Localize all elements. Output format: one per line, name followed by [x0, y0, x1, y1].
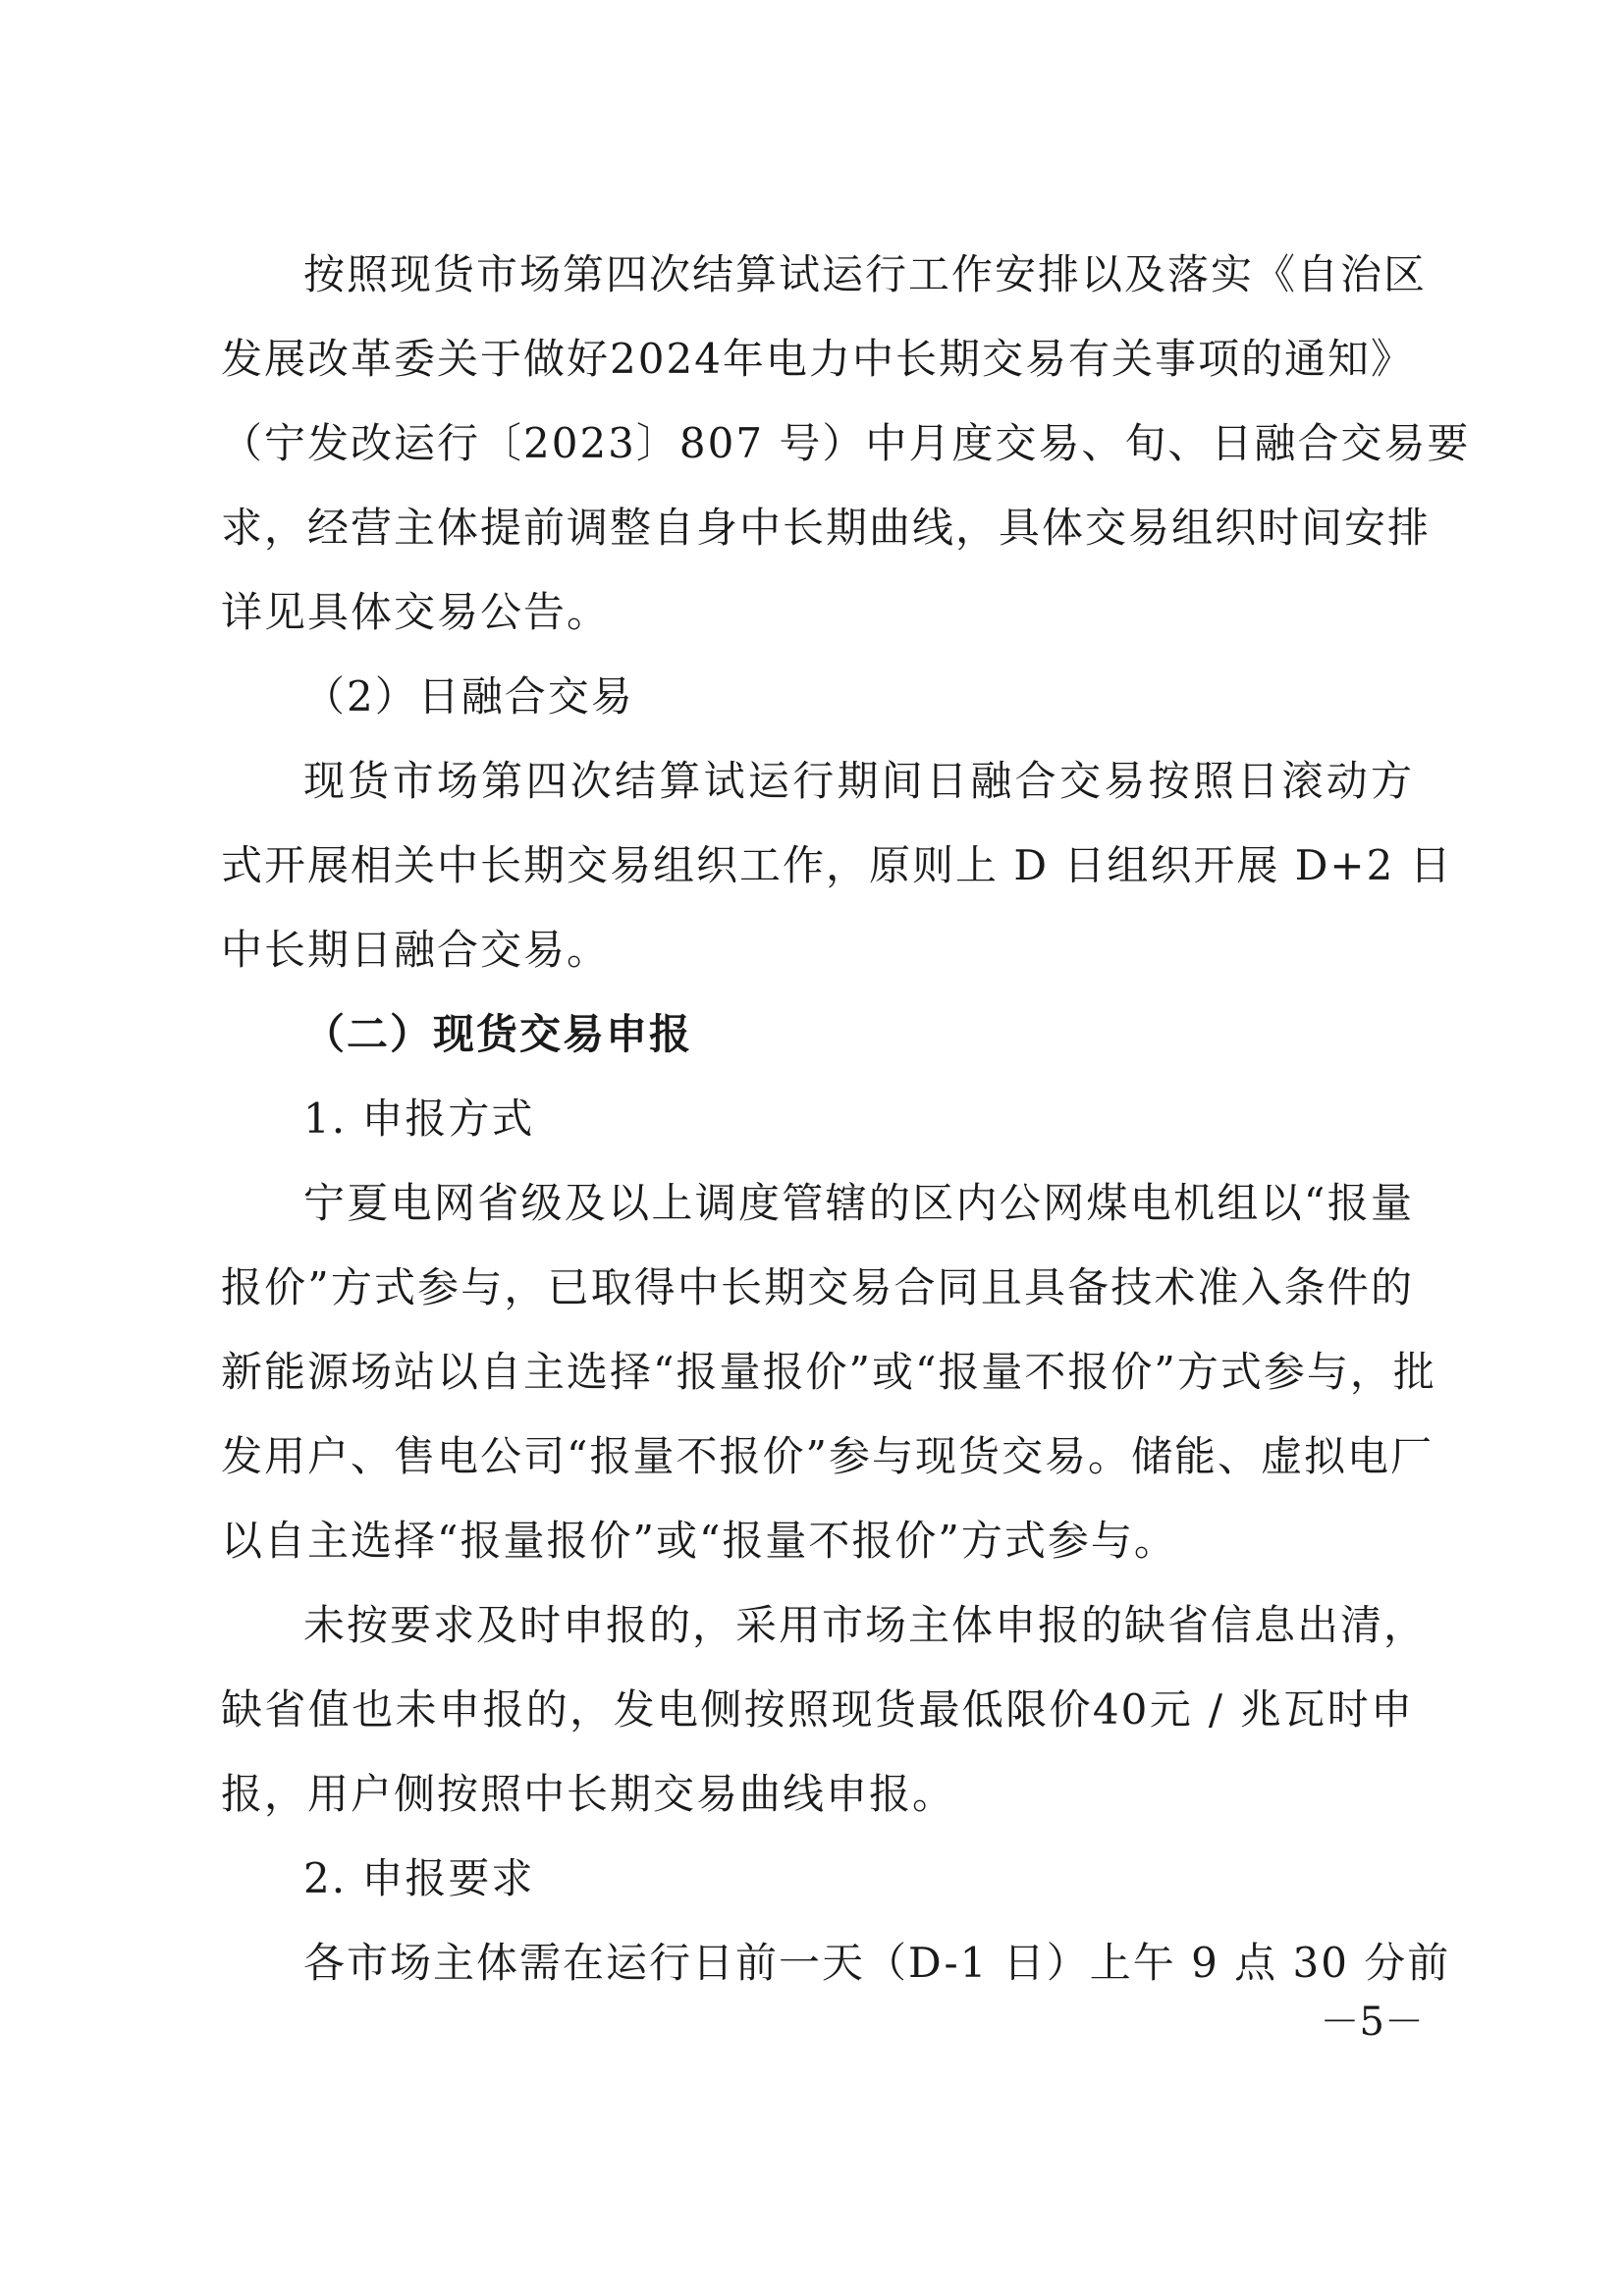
paragraph-3-line-3: 新能源场站以自主选择“报量报价”或“报量不报价”方式参与，批 [221, 1348, 1436, 1396]
paragraph-4-line-1: 未按要求及时申报的，采用市场主体申报的缺省信息出清， [303, 1601, 1428, 1649]
paragraph-3-line-5: 以自主选择“报量报价”或“报量不报价”方式参与。 [221, 1517, 1177, 1565]
paragraph-1-line-1: 按照现货市场第四次结算试运行工作安排以及落实《自治区 [303, 250, 1428, 298]
paragraph-3-line-4: 发用户、售电公司“报量不报价”参与现货交易。储能、虚拟电厂 [221, 1432, 1434, 1480]
paragraph-2-line-2: 式开展相关中长期交易组织工作，原则上 D 日组织开展 D+2 日 [221, 841, 1453, 889]
paragraph-4-line-2: 缺省值也未申报的，发电侧按照现货最低限价40元 / 兆瓦时申 [221, 1685, 1414, 1734]
paragraph-3-line-1: 宁夏电网省级及以上调度管辖的区内公网煤电机组以“报量 [303, 1179, 1414, 1227]
paragraph-1-line-3: （宁发改运行〔2023〕807 号）中月度交易、旬、日融合交易要 [221, 419, 1471, 467]
paragraph-1-line-2: 发展改革委关于做好2024年电力中长期交易有关事项的通知》 [221, 335, 1414, 383]
paragraph-5-line-1: 各市场主体需在运行日前一天（D-1 日）上午 9 点 30 分前 [303, 1939, 1451, 1987]
page-number: －5－ [1320, 2000, 1424, 2045]
heading-daily-fusion-trade: （2）日融合交易 [303, 672, 634, 721]
heading-declaration-method: 1. 申报方式 [303, 1095, 535, 1143]
paragraph-4-line-3: 报，用户侧按照中长期交易曲线申报。 [221, 1770, 956, 1818]
paragraph-2-line-3: 中长期日融合交易。 [221, 926, 611, 974]
paragraph-1-line-5: 详见具体交易公告。 [221, 588, 611, 636]
paragraph-2-line-1: 现货市场第四次结算试运行期间日融合交易按照日滚动方 [303, 757, 1414, 805]
heading-spot-trade-declaration: （二）现货交易申报 [303, 1010, 693, 1058]
paragraph-3-line-2: 报价”方式参与，已取得中长期交易合同且具备技术准入条件的 [221, 1263, 1414, 1311]
paragraph-1-line-4: 求，经营主体提前调整自身中长期曲线，具体交易组织时间安排 [221, 504, 1432, 552]
heading-declaration-requirements: 2. 申报要求 [303, 1854, 535, 1902]
